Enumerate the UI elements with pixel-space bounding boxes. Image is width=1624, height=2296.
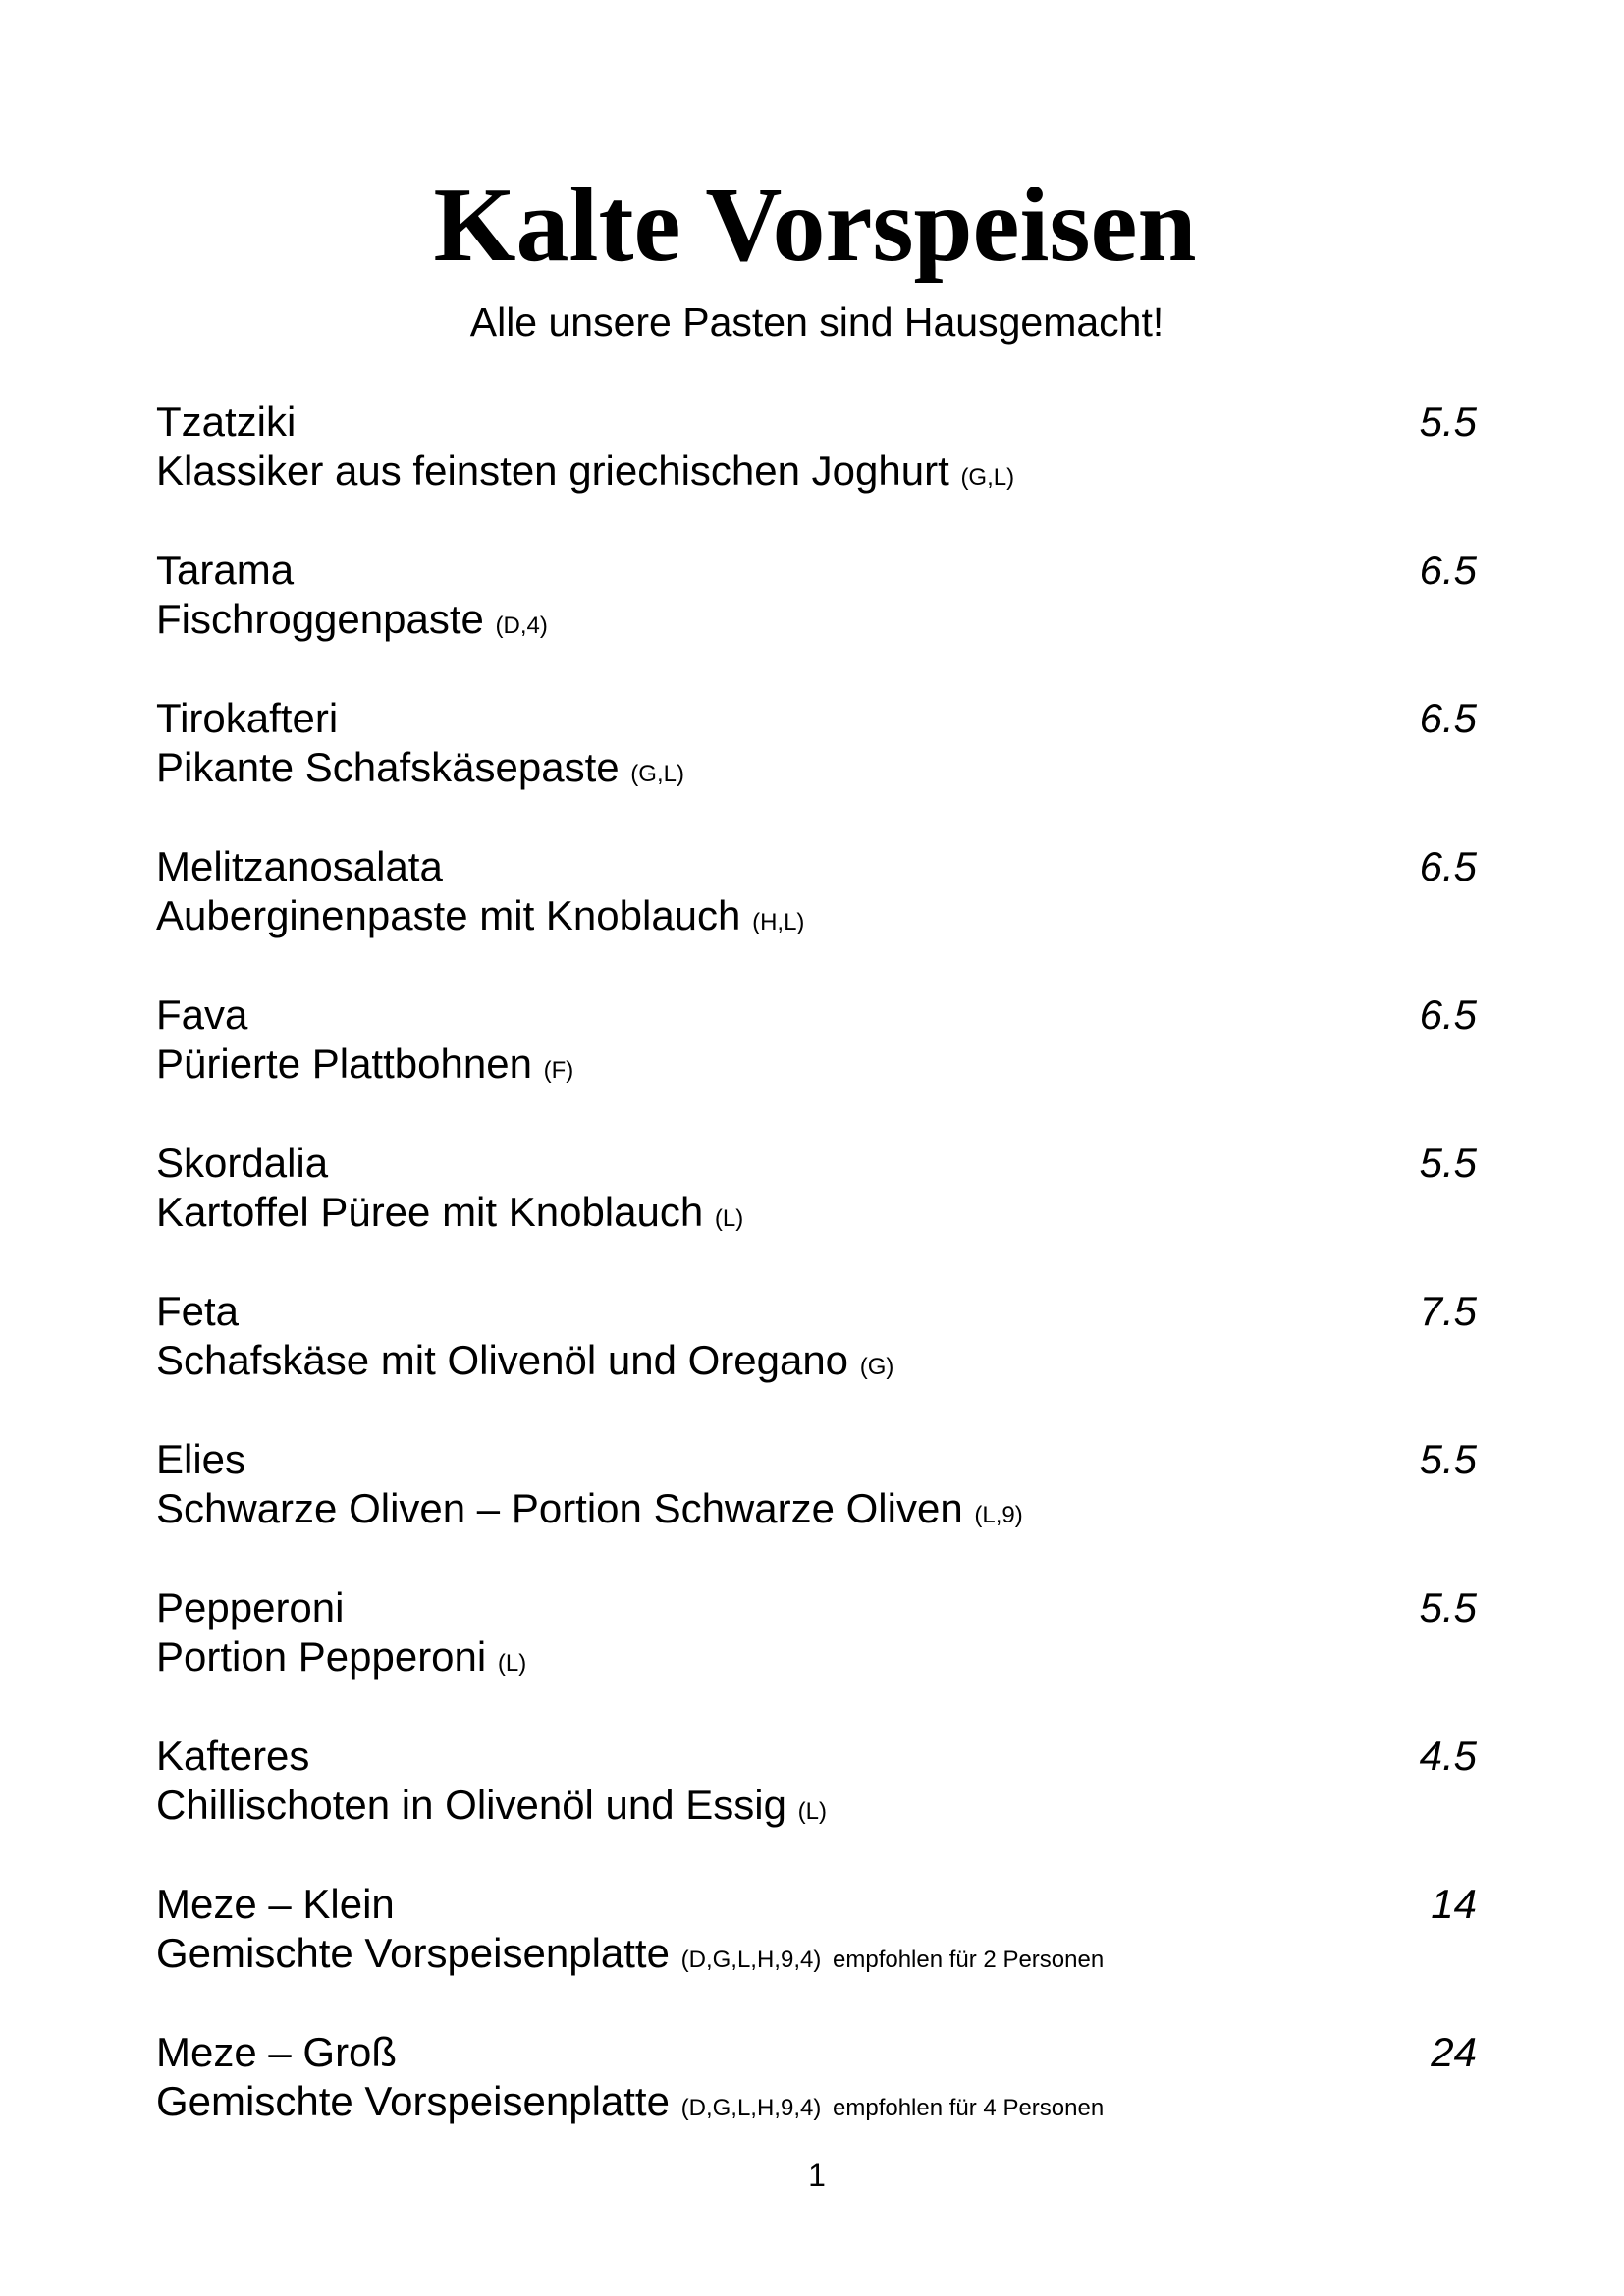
item-description-line [156, 1188, 743, 1244]
item-description: Auberginenpaste mit Knoblauch [156, 892, 741, 938]
item-name: Elies [156, 1436, 246, 1482]
item-description: Portion Pepperoni [156, 1633, 487, 1680]
item-name: Meze – Groß [156, 2029, 398, 2075]
item-price: 6.5 [1419, 695, 1477, 741]
item-description: Pikante Schafskäsepaste [156, 744, 620, 790]
item-price: 6.5 [1419, 843, 1477, 889]
item-price: 6.5 [1419, 991, 1477, 1038]
item-description-line [156, 1781, 827, 1837]
page-title: Kalte Vorspeisen [433, 167, 1197, 284]
item-description-line [156, 1929, 1104, 1985]
item-description: Kartoffel Püree mit Knoblauch [156, 1189, 704, 1235]
item-note: empfohlen für 4 Personen [833, 2095, 1105, 2121]
menu-item [156, 1139, 1477, 1247]
menu-item [156, 1880, 1477, 1988]
item-price: 7.5 [1419, 1288, 1477, 1334]
item-name: Melitzanosalata [156, 843, 443, 889]
item-name: Tirokafteri [156, 695, 339, 741]
item-description-line [156, 1336, 893, 1392]
item-description: Chillischoten in Olivenöl und Essig [156, 1782, 786, 1828]
menu-item [156, 990, 1477, 1098]
item-price: 5.5 [1419, 1584, 1477, 1630]
item-allergens: (H,L) [752, 909, 805, 935]
item-allergens: (D,4) [495, 613, 548, 639]
item-note: empfohlen für 2 Personen [833, 1947, 1105, 1973]
menu-item [156, 1435, 1477, 1543]
item-allergens: (L) [797, 1798, 828, 1825]
item-description-line [156, 2077, 1104, 2133]
item-description: Schwarze Oliven – Portion Schwarze Oliven [156, 1485, 963, 1531]
menu-item [156, 1287, 1477, 1395]
menu-item [156, 398, 1477, 506]
item-allergens: (D,G,L,H,9,4) [680, 2095, 822, 2121]
item-price: 5.5 [1419, 1436, 1477, 1482]
item-allergens: (G,L) [630, 761, 684, 787]
item-price: 4.5 [1419, 1733, 1477, 1779]
item-description-line [156, 891, 804, 947]
item-description-line [156, 1040, 573, 1095]
item-name: Tarama [156, 547, 295, 593]
item-name: Tzatziki [156, 399, 297, 445]
item-description-line [156, 447, 1014, 503]
menu-item [156, 1583, 1477, 1691]
item-allergens: (D,G,L,H,9,4) [680, 1947, 822, 1973]
item-price: 5.5 [1419, 399, 1477, 445]
item-description: Fischroggenpaste [156, 596, 484, 642]
item-price: 5.5 [1419, 1140, 1477, 1186]
menu-item [156, 694, 1477, 802]
menu-item [156, 1732, 1477, 1840]
item-price: 14 [1431, 1881, 1477, 1927]
item-name: Feta [156, 1288, 240, 1334]
item-name: Meze – Klein [156, 1881, 395, 1927]
item-allergens: (L) [714, 1205, 744, 1232]
item-description-line [156, 595, 548, 651]
page-subtitle: Alle unsere Pasten sind Hausgemacht! [469, 299, 1164, 345]
page-number: 1 [808, 2158, 826, 2193]
menu-item [156, 546, 1477, 654]
item-name: Pepperoni [156, 1584, 345, 1630]
item-price: 6.5 [1419, 547, 1477, 593]
item-description: Pürierte Plattbohnen [156, 1041, 532, 1087]
item-allergens: (G) [859, 1354, 894, 1380]
item-allergens: (L,9) [974, 1502, 1023, 1528]
item-price: 24 [1431, 2029, 1477, 2075]
menu-item [156, 842, 1477, 950]
item-name: Skordalia [156, 1140, 329, 1186]
item-description: Klassiker aus feinsten griechischen Joghurt [156, 448, 949, 494]
item-description-line [156, 1484, 1023, 1540]
item-description: Schafskäse mit Olivenöl und Oregano [156, 1337, 849, 1383]
item-allergens: (F) [543, 1057, 574, 1084]
item-name: Fava [156, 991, 248, 1038]
item-description-line [156, 743, 684, 799]
item-description-line [156, 1632, 526, 1688]
item-allergens: (G,L) [960, 464, 1015, 491]
item-description: Gemischte Vorspeisenplatte [156, 1930, 670, 1976]
item-name: Kafteres [156, 1733, 310, 1779]
menu-item [156, 2028, 1477, 2136]
item-description: Gemischte Vorspeisenplatte [156, 2078, 670, 2124]
item-allergens: (L) [497, 1650, 527, 1677]
